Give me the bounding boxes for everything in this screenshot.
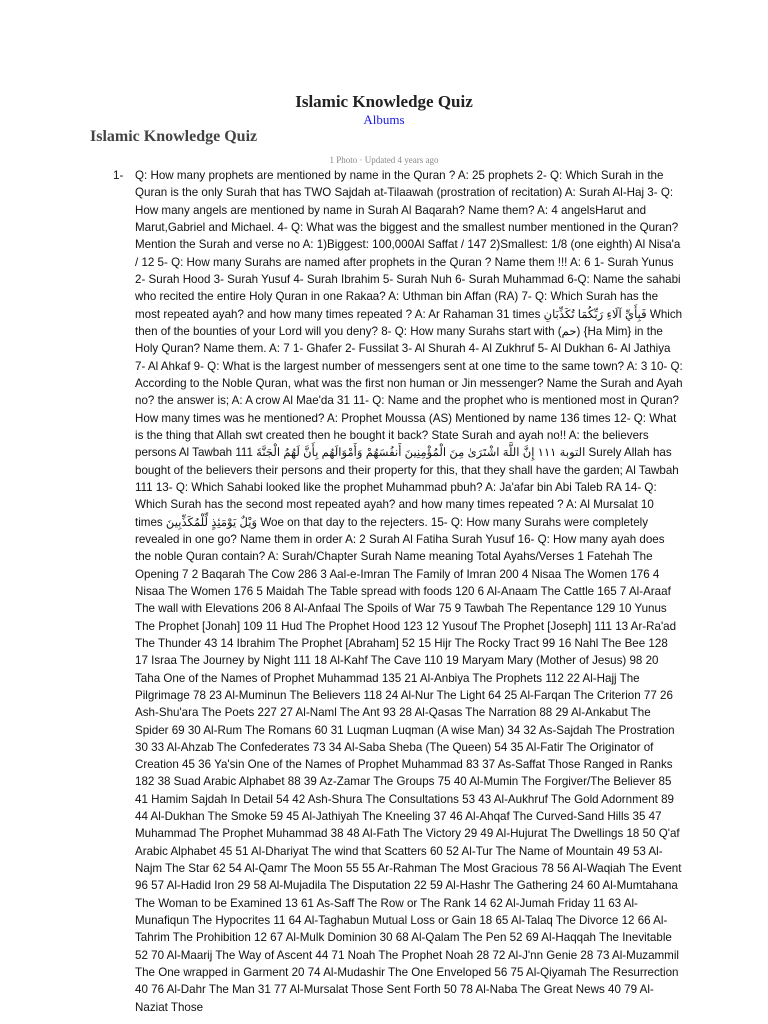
- album-meta: 1 Photo · Updated 4 years ago: [329, 155, 439, 165]
- albums-link[interactable]: Albums: [363, 112, 405, 127]
- list-item-number: 1-: [113, 169, 124, 182]
- album-heading: Islamic Knowledge Quiz: [90, 128, 258, 145]
- list-item-text: Q: How many prophets are mentioned by name in the Quran ? A: 25 prophets 2- Q: Which Surah in the Quran is the only Surah that has TWO Sajdah at-Tilaawah (prostration of recitation) A: Surah Al-Haj 3- Q: How many angels are mentioned by name in Surah Al Baqarah? Name them? A: 4 angelsHarut and Marut,Gabriel and Michael. 4- Q: What was the biggest and the smallest number mentioned in the Quran? Mention the Surah and verse no A: 1)Biggest: 100,000Al Saffat / 147 2)Smallest: 1/8 (one eighth) Al Nisa'a / 12 5- Q: How many Surahs are named after prophets in the Quran ? Name them !!! A: 6 1- Surah Yunus 2- Surah Hood 3- Surah Yusuf 4- Surah Ibrahim 5- Surah Nuh 6- Surah Muhammad 6-Q: Name the sahabi who recited the entire Holy Quran in one Rakaa? A: Uthman bin Affan (RA) 7- Q: Which Surah has the most repeated ayah? and how many times repeated ? A: Ar Rahaman 31 times فَبِأَيِّ آلَاءِ رَبِّكُمَا تُكَذِّبَانِ Which then of the bounties of your Lord will you deny? 8- Q: How many Surahs start with (حم) {Ha Mim} in the Holy Quran? Name them. A: 7 1- Ghafer 2- Fussilat 3- Al Shurah 4- Al Zukhruf 5- Al Dukhan 6- Al Jathiya 7- Al Ahkaf 9- Q: What is the largest number of messengers sent at one time to the same town? A: 3 10- Q: According to the Noble Quran, what was the first non human or Jin messenger? Name the Surah and Ayah no? the answer is; A: A crow Al Mae'da 31 11- Q: Name and the prophet who is mentioned most in Quran? How many times was he mentioned? A: Prophet Moussa (AS) Mentioned by name 136 times 12- Q: What is the thing that Allah swt created then he bought it back? State Surah and ayah no!! A: the believers persons Al Tawbah 111 التوبة ١١١ إِنَّ اللَّهَ اشْتَرَىٰ مِنَ الْمُؤْمِنِينَ أَنفُسَهُمْ وَأَمْوَالَهُم بِأَنَّ لَهُمُ الْجَنَّةَ Surely Allah has bought of the believers their persons and their property for this, that they shall have the garden; Al Tawbah 111 13- Q: Which Sahabi looked like the prophet Muhammad pbuh? A: Ja'afar bin Abi Taleb RA 14- Q: Which Surah has the second most repeated ayah? and how many times repeated ? A: Al Mursalat 10 times وَيْلٌ يَوْمَئِذٍ لِّلْمُكَذِّبِينَ Woe on that day to the rejecters. 15- Q: How many Surahs were completely revealed in one go? Name them in order A: 2 Surah Al Fatiha Surah Yusuf 16- Q: How many ayah does the noble Quran contain? A: Surah/Chapter Surah Name meaning Total Ayahs/Verses 1 Fatehah The Opening 7 2 Baqarah The Cow 286 3 Aal-e-Imran The Family of Imran 200 4 Nisaa The Women 176 4 Nisaa The Women 176 5 Maidah The Table spread with foods 120 6 Al-Anaam The Cattle 165 7 Al-Araaf The wall with Elevations 206 8 Al-Anfaal The Spoils of War 75 9 Tawbah The Repentance 129 10 Yunus The Prophet [Jonah] 109 11 Hud The Prophet Hood 123 12 Yusouf The Prophet [Joseph] 111 13 Ar-Ra'ad The Thunder 43 14 Ibrahim The Prophet [Abraham] 52 15 Hijr The Rocky Tract 99 16 Nahl The Bee 128 17 Israa The Journey by Night 111 18 Al-Kahf The Cave 110 19 Maryam Mary (Mother of Jesus) 98 20 Taha One of the Names of Prophet Muhammad 135 21 Al-Anbiya The Prophets 112 22 Al-Hajj The Pilgrimage 78 23 Al-Muminun The Believers 118 24 Al-Nur The Light 64 25 Al-Farqan The Criterion 77 26 Ash-Shu'ara The Poets 227 27 Al-Naml The Ant 93 28 Al-Qasas The Narration 88 29 Al-Ankabut The Spider 69 30 Al-Rum The Romans 60 31 Luqman Luqman (A wise Man) 34 32 As-Sajdah The Prostration 30 33 Al-Ahzab The Confederates 73 34 Al-Saba Sheba (The Queen) 54 35 Al-Fatir The Originator of Creation 45 36 Ya'sin One of the Names of Prophet Muhammad 83 37 As-Saffat Those Ranged in Ranks 182 38 Suad Arabic Alphabet 88 39 Az-Zamar The Groups 75 40 Al-Mumin The Forgiver/The Believer 85 41 Hamim Sajdah In Detail 54 42 Ash-Shura The Consultations 53 43 Al-Aukhruf The Gold Adornment 89 44 Al-Dukhan The Smoke 59 45 Al-Jathiyah The Kneeling 37 46 Al-Ahqaf The Curved-Sand Hills 35 47 Muhammad The Prophet Muhammad 38 48 Al-Fath The Victory 29 49 Al-Hujurat The Dwellings 18 50 Q'af Arabic Alphabet 45 51 Al-Dhariyat The wind that Scatters 60 52 Al-Tur The Name of Mountain 49 53 Al-Najm The Star 62 54 Al-Qamr The Moon 55 55 Ar-Rahman The Most Gracious 78 56 Al-Waqiah The Event 96 57 Al-Hadid Iron 29 58 Al-Mujadila The Disputation 22 59 Al-Hashr The Gathering 24 60 Al-Mumtahana The Woman to be Examined 13 61 As-Saff The Row or The Rank 14 62 Al-Jumah Friday 11 63 Al-Munafiqun The Hypocrites 11 64 Al-Taghabun Mutual Loss or Gain 18 65 Al-Talaq The Divorce 12 66 Al-Tahrim The Prohibition 12 67 Al-Mulk Dominion 30 68 Al-Qalam The Pen 52 69 Al-Haqqah The Inevitable 52 70 Al-Maarij The Way of Ascent 44 71 Noah The Prophet Noah 28 72 Al-J'nn Genie 28 73 Al-Muzammil The One wrapped in Garment 20 74 Al-Mudashir The One Enveloped 56 75 Al-Qiyamah The Resurrection 40 76 Al-Dahr The Man 31 77 Al-Mursalat Those Sent Forth 50 78 Al-Naba The Great News 40 79 Al-Naziat Those: [135, 169, 683, 1014]
- page-title: Islamic Knowledge Quiz: [295, 92, 473, 111]
